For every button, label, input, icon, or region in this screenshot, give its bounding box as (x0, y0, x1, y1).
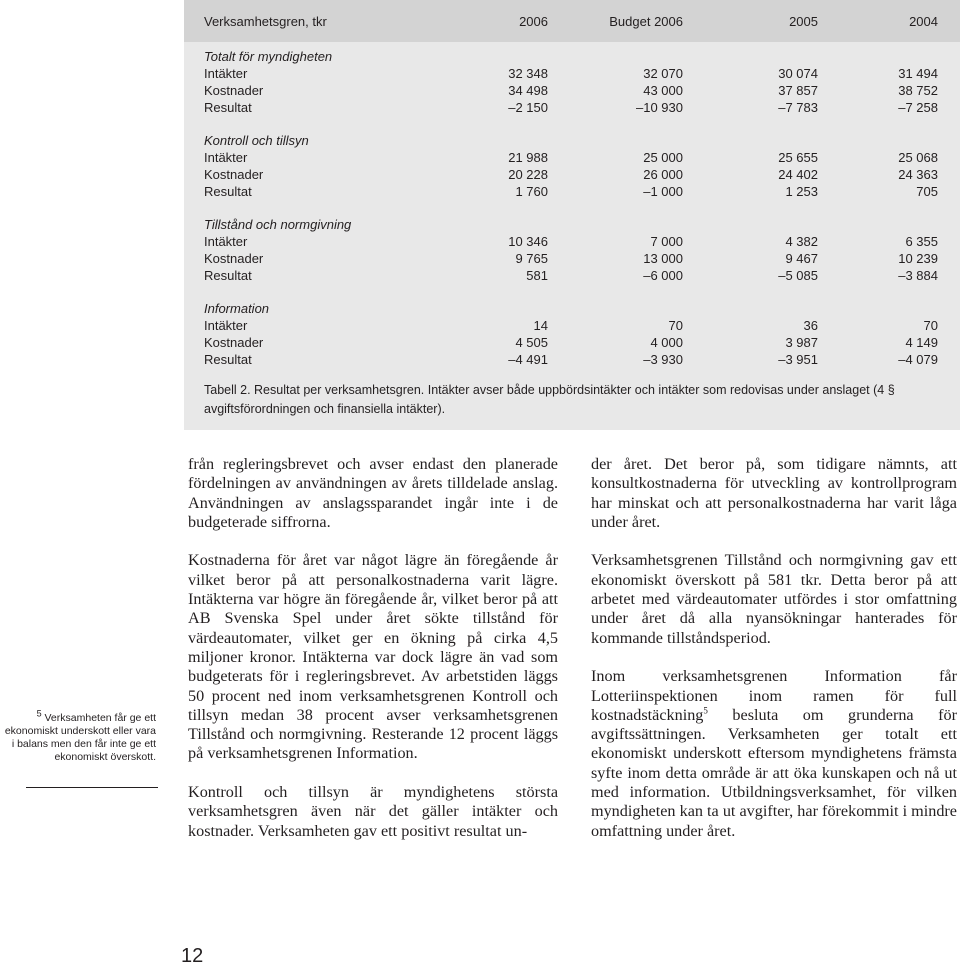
table-cell: 4 382 (785, 234, 818, 249)
table-cell: 25 655 (778, 150, 818, 165)
row-label: Intäkter (204, 234, 248, 249)
table-cell: 70 (923, 318, 938, 333)
table-cell: 14 (533, 318, 548, 333)
table-cell: 24 363 (898, 167, 938, 182)
footnote-marker: 5 (36, 708, 42, 719)
table-cell: 9 765 (515, 251, 548, 266)
section-title: Information (204, 301, 270, 316)
table-cell: 25 068 (898, 150, 938, 165)
footnote-divider (26, 787, 158, 788)
table-cell: 26 000 (643, 167, 683, 182)
body-column-right (591, 455, 957, 841)
row-label: Intäkter (204, 66, 248, 81)
paragraph: Kostnaderna för året var något lägre än föregående år vilket beror på att personalkostnaderna varit lägre. Intäkterna var högre än föregående år, vilket beror på att AB Svenska Spel under året sökte tillstånd för värdeautomater, vilket ger en ökning på cirka 4,5 miljoner kronor. Intäkterna var dock lägre än vad som budgeterats för i regleringsbrevet. Av arbetstiden läggs 50 procent ned inom verksamhetsgrenen Kontroll och tillsyn medan 38 procent avser verksamhetsgrenen Tillstånd och normgivning. Resterande 12 procent läggs på verksamhetsgrenen Information. (188, 551, 558, 763)
paragraph: Verksamhetsgrenen Tillstånd och normgivning gav ett ekonomiskt överskott på 581 tkr. Detta beror på att arbetet med värdeautomater utfördes i stor omfattning under året då alla nyansökningar hanterades för kommande tillståndsperiod. (591, 551, 957, 647)
table-cell: 21 988 (508, 150, 548, 165)
row-label: Kostnader (204, 251, 264, 266)
header-2006: 2006 (519, 14, 548, 29)
table-cell: –7 258 (898, 100, 938, 115)
table-cell: –3 884 (898, 268, 938, 283)
table-cell: 3 987 (785, 335, 818, 350)
paragraph-text: Inom verksamhetsgrenen Information får Lotteriinspektionen inom ramen för full kostnadstäckning (591, 667, 957, 724)
table-cell: 34 498 (508, 83, 548, 98)
table-cell: –6 000 (643, 268, 683, 283)
table-cell: 4 000 (650, 335, 683, 350)
footnote (0, 708, 156, 764)
table-cell: 37 857 (778, 83, 818, 98)
table-cell: 705 (916, 184, 938, 199)
table-header-row (184, 0, 960, 42)
table-cell: –4 079 (898, 352, 938, 367)
table-cell: 43 000 (643, 83, 683, 98)
section-title: Tillstånd och normgivning (204, 217, 352, 232)
row-label: Resultat (204, 184, 252, 199)
header-category: Verksamhetsgren, tkr (204, 14, 327, 29)
table-cell: 581 (526, 268, 548, 283)
header-2004: 2004 (909, 14, 938, 29)
table-cell: 6 355 (905, 234, 938, 249)
table-cell: –3 930 (643, 352, 683, 367)
row-label: Kostnader (204, 335, 264, 350)
footnote-reference[interactable]: 5 (703, 705, 708, 716)
table-cell: –3 951 (778, 352, 818, 367)
table-cell: –5 085 (778, 268, 818, 283)
paragraph: från regleringsbrevet och avser endast den planerade fördelningen av användningen av årets tilldelade anslag. Användningen av anslagssparandet ingår inte i de budgeterade siffrorna. (188, 455, 558, 531)
paragraph: der året. Det beror på, som tidigare nämnts, att konsultkostnaderna för utveckling av kontrollprogram har minskat och att personalkostnaderna har varit låga under året. (591, 455, 957, 531)
table-cell: –10 930 (636, 100, 683, 115)
table-cell: 1 253 (785, 184, 818, 199)
table-cell: 4 149 (905, 335, 938, 350)
row-label: Intäkter (204, 150, 248, 165)
table-cell: 9 467 (785, 251, 818, 266)
row-label: Intäkter (204, 318, 248, 333)
table-cell: 30 074 (778, 66, 818, 81)
row-label: Kostnader (204, 167, 264, 182)
header-budget-2006: Budget 2006 (609, 14, 683, 29)
table-cell: 1 760 (515, 184, 548, 199)
table-cell: 13 000 (643, 251, 683, 266)
table-cell: –4 491 (508, 352, 548, 367)
table-cell: 32 070 (643, 66, 683, 81)
table-cell: 32 348 (508, 66, 548, 81)
table-cell: 20 228 (508, 167, 548, 182)
table-cell: 38 752 (898, 83, 938, 98)
results-table (184, 0, 960, 430)
table-cell: 25 000 (643, 150, 683, 165)
table-caption: Tabell 2. Resultat per verksamhetsgren. Intäkter avser både uppbördsintäkter och intäkter som redovisas under anslaget (4 § avgiftsförordningen och finansiella intäkter). (204, 383, 895, 416)
section-title: Totalt för myndigheten (204, 49, 333, 64)
table-cell: 24 402 (778, 167, 818, 182)
table-cell: 7 000 (650, 234, 683, 249)
header-2005: 2005 (789, 14, 818, 29)
section-title: Kontroll och tillsyn (204, 133, 309, 148)
footnote-text: Verksamheten får ge ett ekonomiskt underskott eller vara i balans men den får inte ge ett ekonomiskt överskott. (4, 712, 156, 763)
table-cell: –1 000 (643, 184, 683, 199)
page-number: 12 (181, 945, 204, 967)
row-label: Resultat (204, 100, 252, 115)
paragraph-text: besluta om grunderna för avgiftssättningen. Verksamheten ger totalt ett ekonomiskt underskott eftersom myndighetens främsta syfte inom detta område är att öka kunskapen och nå ut med information. Utbildningsverksamhet, för vilken myndigheten kan ta ut avgifter, har förekommit i mindre omfattning under året. (591, 705, 957, 840)
table-cell: –7 783 (778, 100, 818, 115)
table-cell: 70 (668, 318, 683, 333)
table-cell: –2 150 (508, 100, 548, 115)
table-cell: 36 (803, 318, 818, 333)
row-label: Resultat (204, 352, 252, 367)
row-label: Kostnader (204, 83, 264, 98)
table-cell: 10 346 (508, 234, 548, 249)
table-cell: 10 239 (898, 251, 938, 266)
table-cell: 4 505 (515, 335, 548, 350)
body-column-left (188, 455, 558, 841)
paragraph (591, 667, 957, 841)
paragraph: Kontroll och tillsyn är myndighetens största verksamhetsgren även när det gäller intäkter och kostnader. Verksamheten gav ett positivt resultat un- (188, 783, 558, 840)
row-label: Resultat (204, 268, 252, 283)
table-cell: 31 494 (898, 66, 938, 81)
